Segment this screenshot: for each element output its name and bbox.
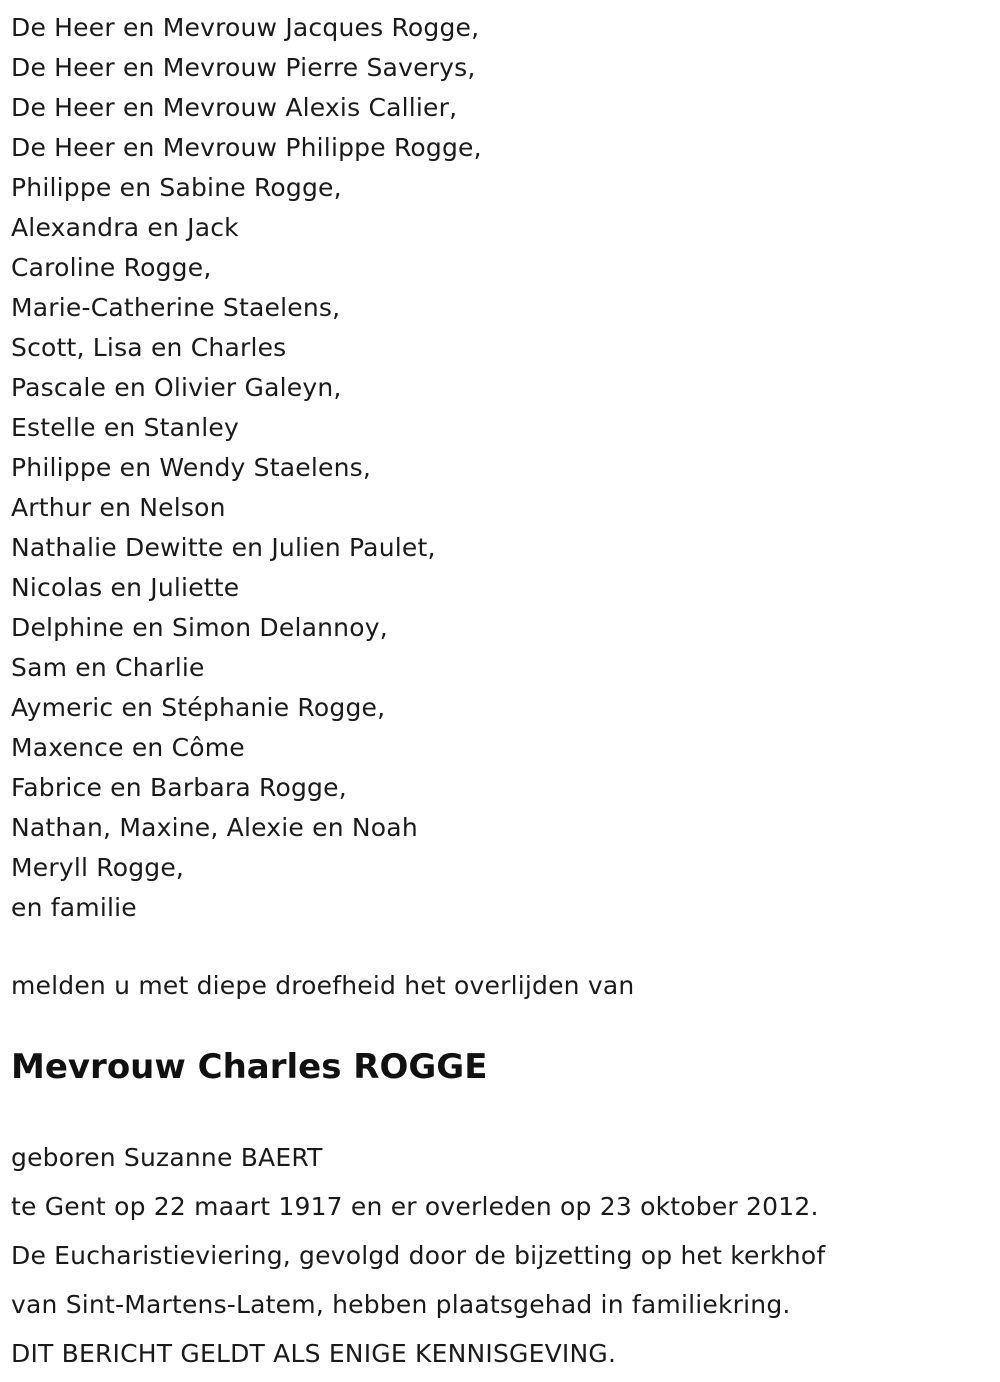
family-line: Estelle en Stanley	[11, 413, 239, 442]
family-line: Aymeric en Stéphanie Rogge,	[11, 693, 386, 722]
family-line: Nicolas en Juliette	[11, 573, 240, 602]
family-line: Alexandra en Jack	[11, 213, 239, 242]
deceased-name: Mevrouw Charles ROGGE	[11, 1047, 488, 1087]
family-line: De Heer en Mevrouw Pierre Saverys,	[11, 53, 476, 82]
family-line: Nathan, Maxine, Alexie en Noah	[11, 813, 418, 842]
family-line: Philippe en Wendy Staelens,	[11, 453, 372, 482]
family-line: Sam en Charlie	[11, 653, 205, 682]
family-line: Fabrice en Barbara Rogge,	[11, 773, 347, 802]
birth-name: geboren Suzanne BAERT	[11, 1143, 323, 1172]
notice-statement: DIT BERICHT GELDT ALS ENIGE KENNISGEVING.	[11, 1339, 617, 1368]
family-line: Meryll Rogge,	[11, 853, 185, 882]
family-line: Scott, Lisa en Charles	[11, 333, 287, 362]
family-line: Maxence en Côme	[11, 733, 245, 762]
family-line: Delphine en Simon Delannoy,	[11, 613, 388, 642]
family-line: Marie-Catherine Staelens,	[11, 293, 341, 322]
family-line: De Heer en Mevrouw Jacques Rogge,	[11, 13, 480, 42]
family-list	[11, 8, 482, 928]
family-line: De Heer en Mevrouw Philippe Rogge,	[11, 133, 482, 162]
family-line: Pascale en Olivier Galeyn,	[11, 373, 342, 402]
family-line: Arthur en Nelson	[11, 493, 226, 522]
announcement-text: melden u met diepe droefheid het overlijden van	[11, 971, 635, 1000]
birth-death-dates: te Gent op 22 maart 1917 en er overleden op 23 oktober 2012.	[11, 1192, 819, 1221]
family-line: en familie	[11, 893, 137, 922]
details-list	[11, 1133, 825, 1378]
ceremony-line-2: van Sint-Martens-Latem, hebben plaatsgehad in familiekring.	[11, 1290, 791, 1319]
family-line: Caroline Rogge,	[11, 253, 212, 282]
family-line: De Heer en Mevrouw Alexis Callier,	[11, 93, 458, 122]
family-line: Nathalie Dewitte en Julien Paulet,	[11, 533, 436, 562]
ceremony-line-1: De Eucharistieviering, gevolgd door de bijzetting op het kerkhof	[11, 1241, 826, 1270]
family-line: Philippe en Sabine Rogge,	[11, 173, 342, 202]
